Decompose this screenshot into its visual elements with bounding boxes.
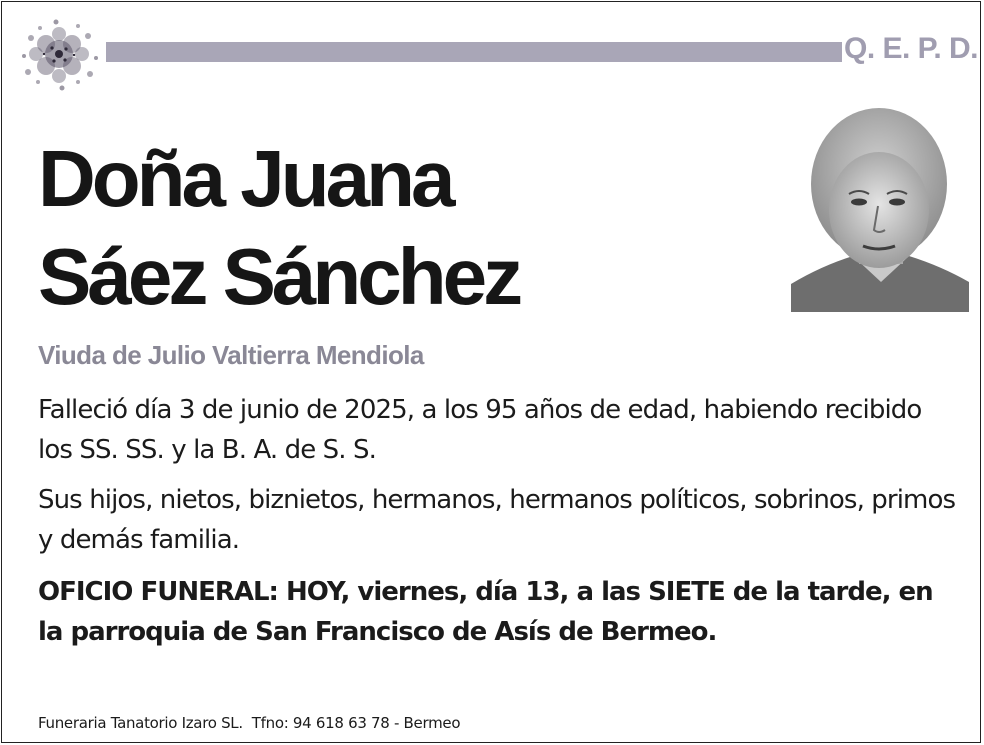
deceased-name — [38, 130, 738, 326]
notice-frame — [1, 1, 981, 743]
flower-icon — [16, 14, 102, 94]
portrait-photo — [791, 106, 969, 312]
deceased-name-line1: Doña Juana — [38, 134, 452, 223]
widow-of-text: Viuda de Julio Valtierra Mendiola — [38, 340, 424, 370]
header-bar — [106, 42, 838, 62]
funeral-home-footer: Funeraria Tanatorio Izaro SL. Tfno: 94 618 63 78 - Bermeo — [38, 714, 461, 732]
header-bar-end — [838, 42, 842, 62]
qepd-label: Q. E. P. D. — [844, 32, 978, 65]
death-notice-text: Falleció día 3 de junio de 2025, a los 95 años de edad, habiendo recibido los SS. SS. y la B. A. de S. S. — [38, 395, 922, 465]
family-text: Sus hijos, nietos, biznietos, hermanos, hermanos políticos, sobrinos, primos y demás familia. — [38, 485, 956, 555]
deceased-name-line2: Sáez Sánchez — [38, 232, 520, 321]
funeral-text: OFICIO FUNERAL: HOY, viernes, día 13, a las SIETE de la tarde, en la parroquia de San Francisco de Asís de Bermeo. — [38, 577, 933, 647]
